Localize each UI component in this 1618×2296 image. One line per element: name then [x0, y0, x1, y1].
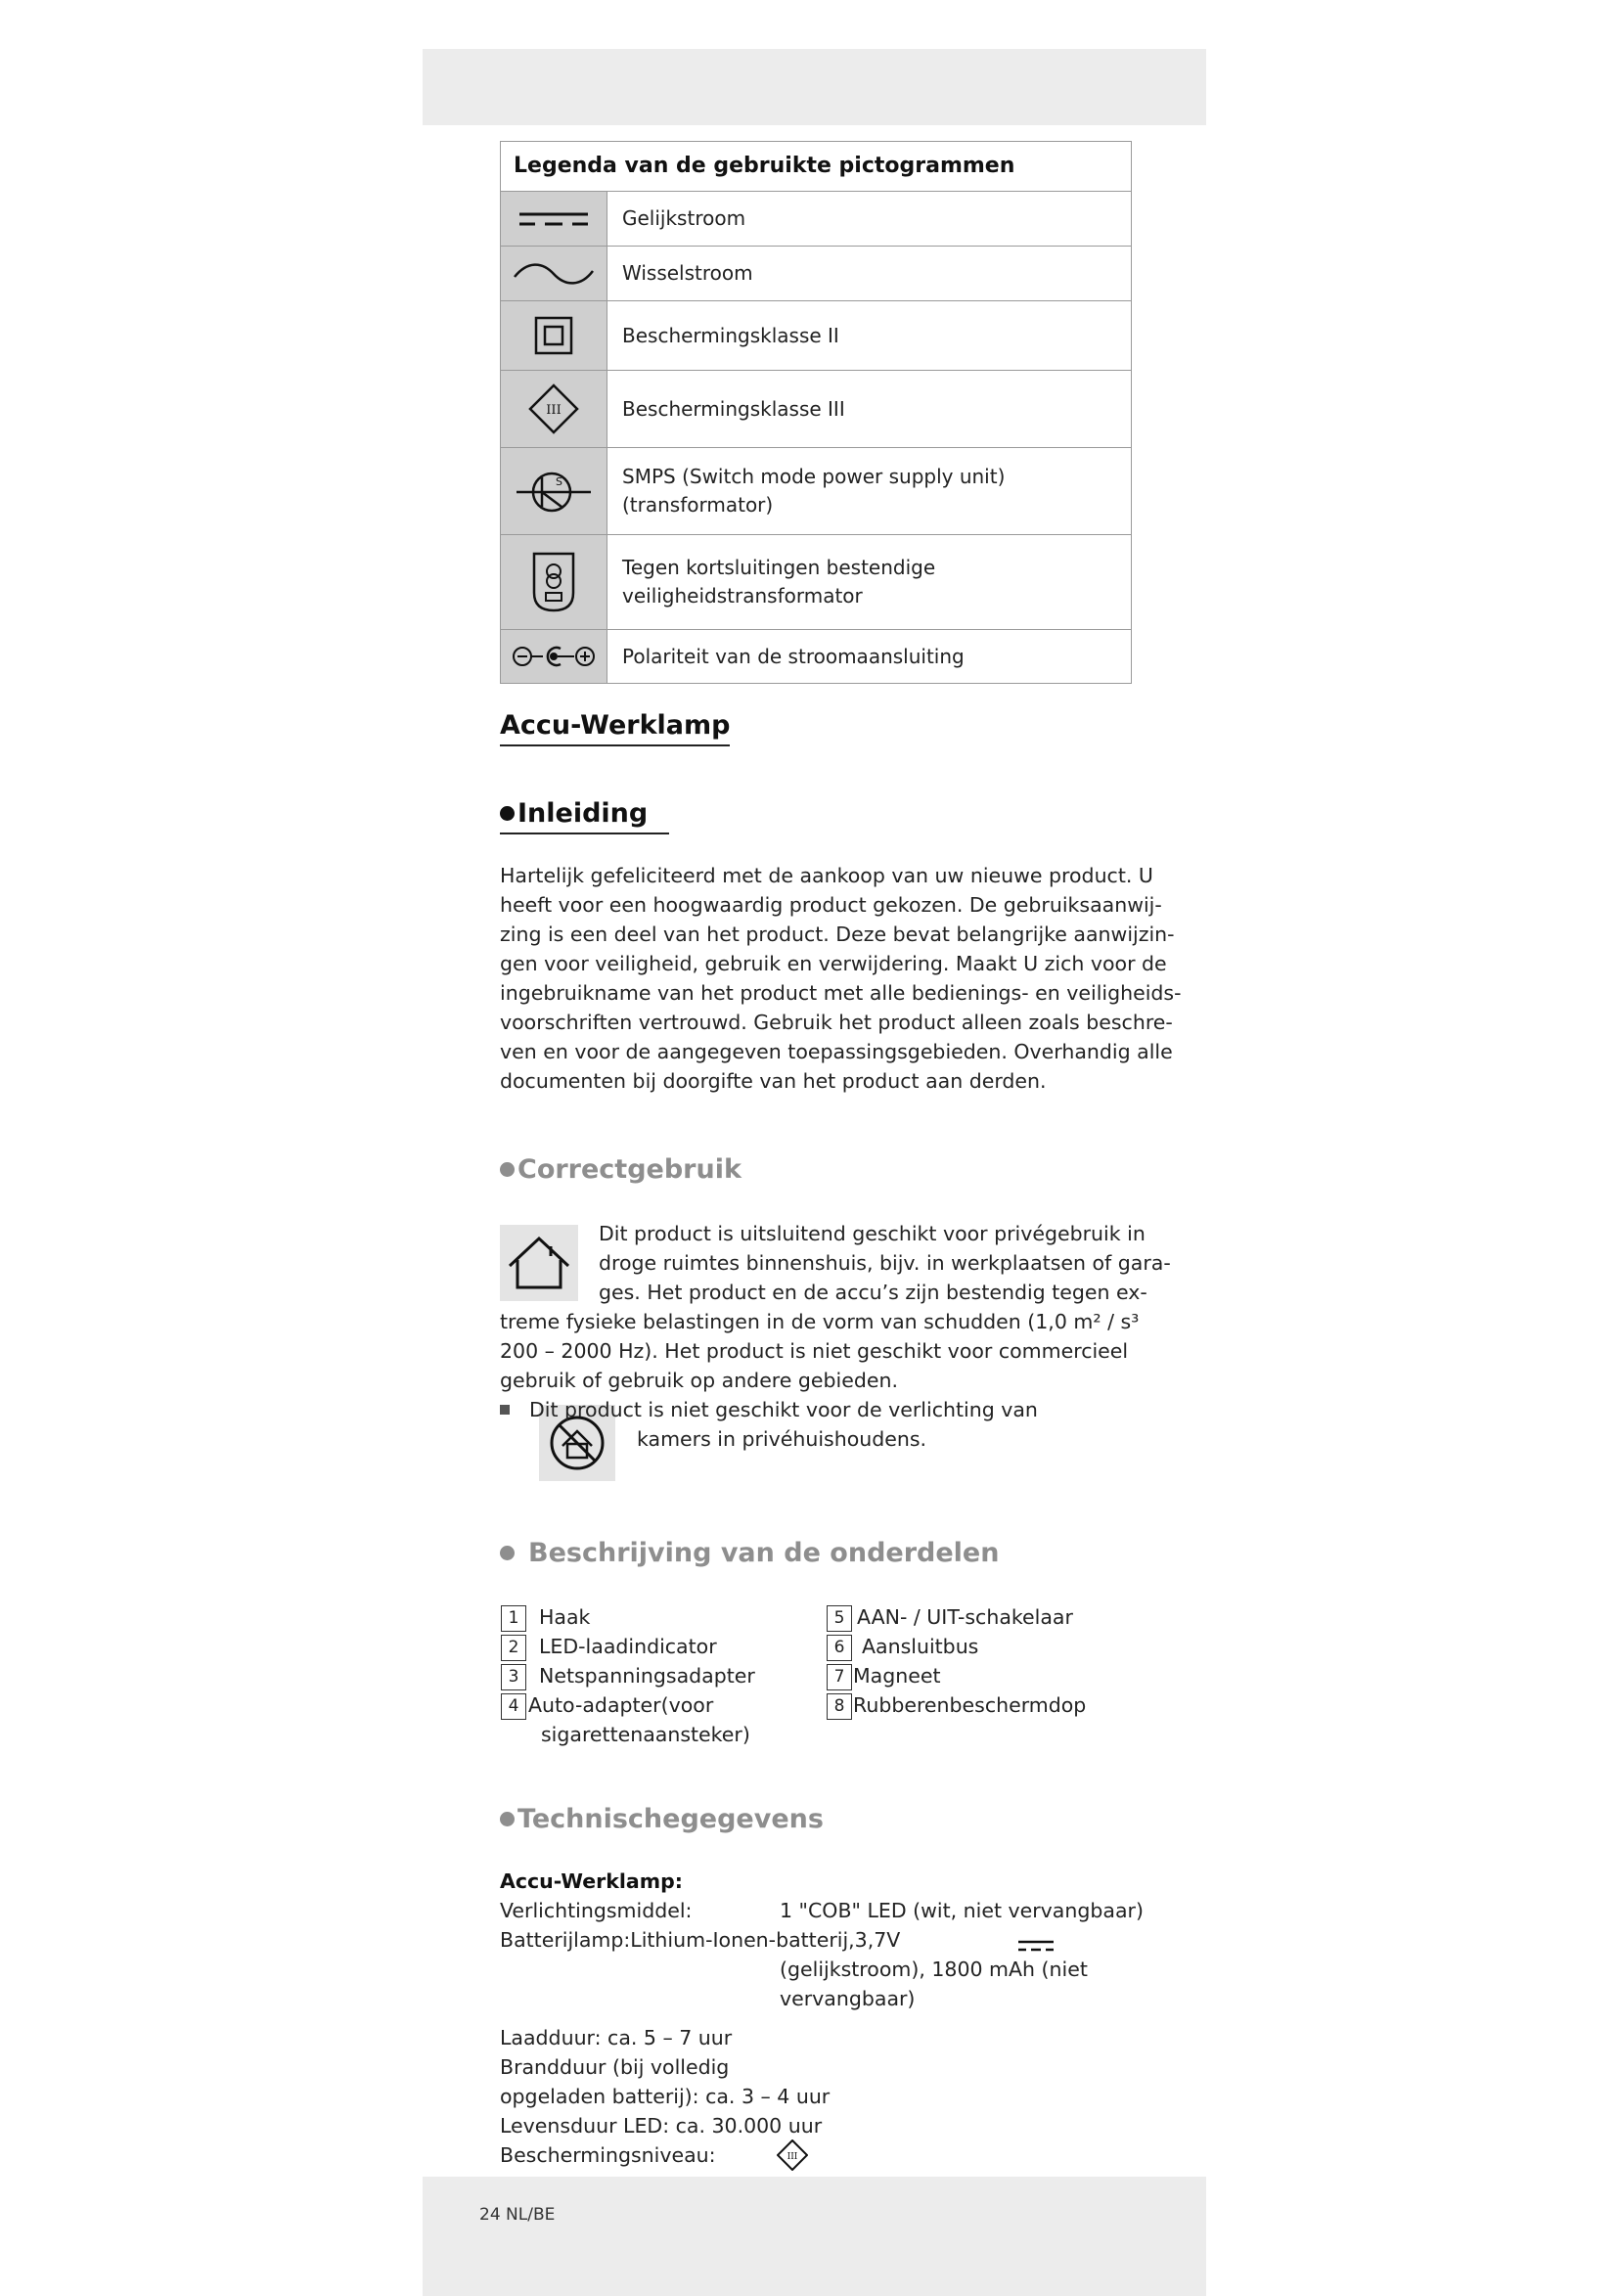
- tech-line: Brandduur (bij volledig: [500, 2055, 730, 2079]
- tech-line: opgeladen batterij): ca. 3 – 4 uur: [500, 2085, 831, 2108]
- text-line: ven en voor de aangegeven toepassingsgebieden. Overhandig alle: [500, 1040, 1173, 1063]
- intro-paragraph: [500, 861, 1182, 1096]
- svg-text:III: III: [787, 2152, 798, 2162]
- main-title: Accu-Werklamp: [500, 710, 730, 746]
- section-heading-parts: [500, 1538, 999, 1568]
- part-number-box: 5: [827, 1605, 852, 1632]
- tech-line: Laadduur: ca. 5 – 7 uur: [500, 2026, 733, 2049]
- bullet-dot-icon: [500, 1546, 515, 1560]
- legend-text: Beschermingsklasse III: [622, 396, 845, 421]
- part-number-box: 3: [501, 1664, 526, 1690]
- legend-text: Wisselstroom: [622, 261, 753, 285]
- section-heading-use: [500, 1154, 742, 1185]
- legend-row: [501, 371, 1131, 448]
- part-label: Magneet: [853, 1664, 941, 1688]
- part-number-box: 6: [827, 1635, 852, 1661]
- svg-text:S: S: [556, 475, 562, 488]
- protection-class-2-icon: [534, 316, 573, 355]
- text-line: ingebruikname van het product met alle bedienings- en veiligheids-: [500, 981, 1182, 1005]
- tech-subtitle: Accu-Werklamp:: [500, 1869, 683, 1893]
- direct-current-icon: [1017, 1939, 1055, 1953]
- section-heading-intro: [500, 798, 669, 834]
- legend-text: Beschermingsklasse II: [622, 323, 839, 347]
- bullet-dot-icon: [500, 1812, 515, 1826]
- legend-row: [501, 535, 1131, 630]
- part-label: Rubberenbeschermdop: [853, 1693, 1087, 1717]
- part-label: AAN- / UIT-schakelaar: [857, 1605, 1073, 1629]
- text-line: droge ruimtes binnenshuis, bijv. in werkplaatsen of gara-: [599, 1251, 1171, 1275]
- part-number-box: 4: [501, 1693, 526, 1720]
- legend-row: [501, 192, 1131, 247]
- part-label: Auto-adapter(voor: [528, 1693, 714, 1717]
- legend-row: [501, 630, 1131, 683]
- part-number-box: 2: [501, 1635, 526, 1661]
- bullet-dot-icon: [500, 806, 515, 821]
- legend-text: veiligheidstransformator: [622, 584, 863, 608]
- part-label: sigarettenaansteker): [541, 1723, 750, 1746]
- bullet-text-line: Dit product is niet geschikt voor de verlichting van: [529, 1398, 1038, 1421]
- legend-text: (transformator): [622, 493, 774, 517]
- legend-table: [500, 141, 1132, 684]
- protection-class-3-icon: [777, 2139, 808, 2171]
- intro-heading-text: Inleiding: [517, 798, 649, 829]
- protection-class-3-icon: [528, 383, 579, 434]
- text-line: treme fysieke belastingen in de vorm van schudden (1,0 m² / s³: [500, 1310, 1140, 1333]
- alternating-current-icon: [513, 259, 595, 289]
- tech-value: (gelijkstroom), 1800 mAh (niet: [780, 1958, 1088, 1981]
- svg-text:III: III: [546, 403, 562, 418]
- tech-label: Batterijlamp:Lithium-Ionen-batterij,3,7V: [500, 1928, 901, 1952]
- home-use-icon: [500, 1225, 578, 1301]
- bullet-dot-icon: [500, 1162, 515, 1177]
- part-label: Haak: [539, 1605, 591, 1629]
- part-label: LED-laadindicator: [539, 1635, 717, 1658]
- page-footer: 24 NL/BE: [479, 2205, 556, 2225]
- part-label: Aansluitbus: [862, 1635, 979, 1658]
- text-line: ges. Het product en de accu’s zijn bestendig tegen ex-: [599, 1281, 1147, 1304]
- safety-transformer-icon: [530, 550, 577, 614]
- text-line: heeft voor een hoogwaardig product gekozen. De gebruiksaanwij-: [500, 893, 1162, 917]
- legend-text: Gelijkstroom: [622, 206, 746, 230]
- part-label: Netspanningsadapter: [539, 1664, 755, 1688]
- text-line: Hartelijk gefeliciteerd met de aankoop van uw nieuwe product. U: [500, 864, 1153, 887]
- tech-label: Verlichtingsmiddel:: [500, 1899, 693, 1922]
- bullet-text-line: kamers in privéhuishoudens.: [637, 1427, 927, 1451]
- use-full-text: [500, 1307, 1139, 1395]
- use-indented-text: [599, 1219, 1171, 1307]
- legend-row: [501, 301, 1131, 371]
- legend-text: Tegen kortsluitingen bestendige: [622, 556, 936, 579]
- tech-value: 1 "COB" LED (wit, niet vervangbaar): [780, 1899, 1144, 1922]
- tech-heading-text: Technischegegevens: [517, 1804, 824, 1834]
- part-number-box: 7: [827, 1664, 852, 1690]
- use-heading-text: Correctgebruik: [517, 1154, 742, 1185]
- bullet-square-icon: [500, 1405, 510, 1415]
- text-line: documenten bij doorgifte van het product aan derden.: [500, 1069, 1047, 1093]
- legend-row: [501, 247, 1131, 301]
- tech-line: Levensduur LED: ca. 30.000 uur: [500, 2114, 823, 2138]
- tech-value: vervangbaar): [780, 1987, 916, 2010]
- polarity-icon: [512, 645, 596, 668]
- legend-title: Legenda van de gebruikte pictogrammen: [501, 142, 1131, 192]
- legend-text: SMPS (Switch mode power supply unit): [622, 465, 1006, 488]
- legend-text: Polariteit van de stroomaansluiting: [622, 644, 965, 668]
- text-line: 200 – 2000 Hz). Het product is niet geschikt voor commercieel: [500, 1339, 1129, 1363]
- smps-icon: [513, 464, 595, 518]
- legend-row: [501, 448, 1131, 535]
- tech-label: Beschermingsniveau:: [500, 2143, 716, 2167]
- header-band: [423, 49, 1206, 125]
- parts-heading-text: Beschrijving van de onderdelen: [528, 1538, 1000, 1568]
- text-line: Dit product is uitsluitend geschikt voor privégebruik in: [599, 1222, 1146, 1245]
- direct-current-icon: [517, 209, 590, 229]
- footer-band: [423, 2177, 1206, 2296]
- part-number-box: 1: [501, 1605, 526, 1632]
- text-line: voorschriften vertrouwd. Gebruik het product alleen zoals beschre-: [500, 1011, 1173, 1034]
- text-line: gen voor veiligheid, gebruik en verwijdering. Maakt U zich voor de: [500, 952, 1167, 975]
- part-number-box: 8: [827, 1693, 852, 1720]
- section-heading-tech: [500, 1804, 824, 1834]
- text-line: zing is een deel van het product. Deze bevat belangrijke aanwijzin-: [500, 923, 1175, 946]
- text-line: gebruik of gebruik op andere gebieden.: [500, 1369, 898, 1392]
